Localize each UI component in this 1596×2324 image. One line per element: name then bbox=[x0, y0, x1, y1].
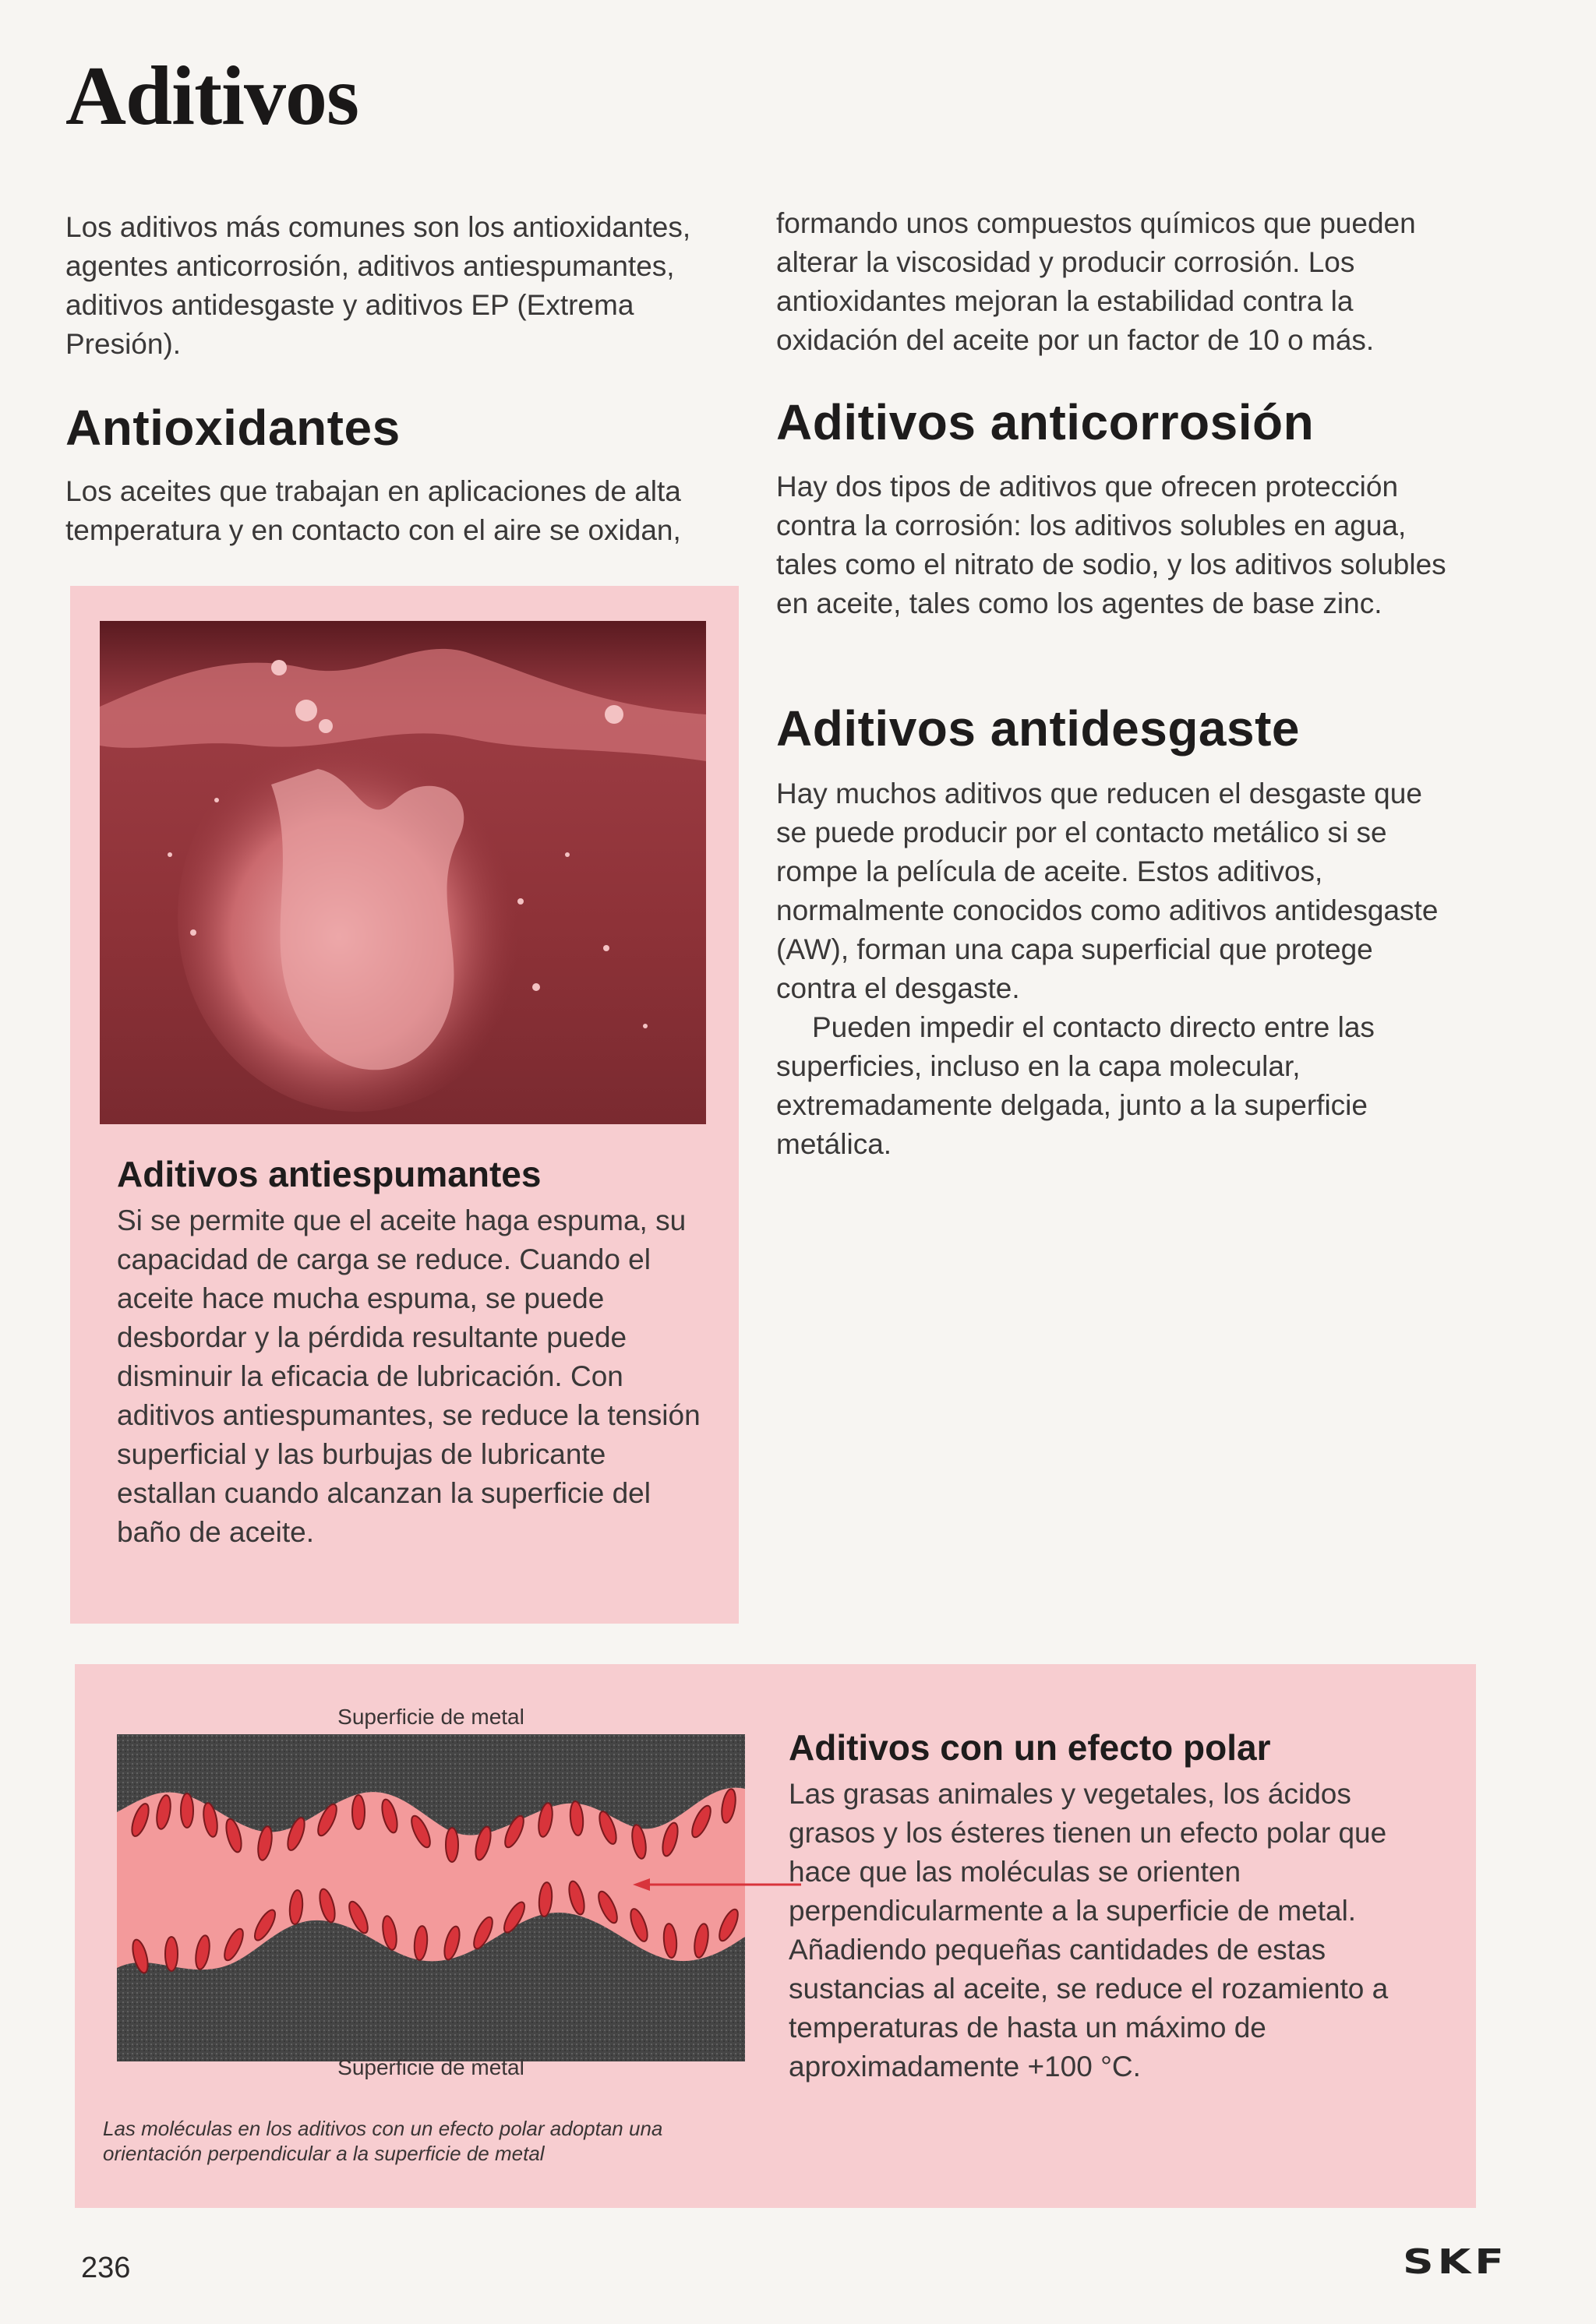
diagram-caption: Las moléculas en los aditivos con un efecto polar adoptan una orientación perpendicular a la superficie de metal bbox=[103, 2117, 663, 2165]
antioxidantes-text: Los aceites que trabajan en aplicaciones de alta temperatura y en contacto con el aire se oxidan, bbox=[65, 475, 681, 546]
diagram-label-bottom: Superficie de metal bbox=[337, 2055, 524, 2079]
diagram-label-top: Superficie de metal bbox=[337, 1705, 524, 1729]
antidesgaste-paragraph-2: Pueden impedir el contacto directo entre las superficies, incluso en la capa molecular, extremadamente delgada, junto a la superficie metálica. bbox=[776, 1011, 1375, 1160]
page-number: 236 bbox=[81, 2252, 131, 2284]
intro-left-text: Los aditivos más comunes son los antioxidantes, agentes anticorrosión, aditivos antiespumantes, aditivos antidesgaste y aditivos EP (Extrema Presión). bbox=[65, 211, 691, 360]
page-title: Aditivos bbox=[65, 50, 359, 143]
antiespumantes-text: Si se permite que el aceite haga espuma, su capacidad de carga se reduce. Cuando el aceite hace mucha espuma, se puede desbordar y la pérdida resultante puede disminuir la eficacia de lubricación. Con aditivos antiespumantes, se reduce la tensión superficial y las burbujas de lubricante estallan cuando alcanzan la superficie del baño de aceite. bbox=[117, 1204, 701, 1548]
heading-antioxidantes: Antioxidantes bbox=[65, 400, 401, 456]
anticorrosion-text: Hay dos tipos de aditivos que ofrecen protección contra la corrosión: los aditivos solubles en agua, tales como el nitrato de sodio, y los aditivos solubles en aceite, tales como los agentes de base zinc. bbox=[776, 471, 1446, 619]
intro-right-text: formando unos compuestos químicos que pueden alterar la viscosidad y producir corrosión. Los antioxidantes mejoran la estabilidad contra la oxidación del aceite por un factor de 10 o más. bbox=[776, 207, 1416, 356]
heading-antidesgaste: Aditivos antidesgaste bbox=[776, 700, 1300, 756]
antidesgaste-text bbox=[776, 774, 1454, 1164]
polar-diagram bbox=[117, 1734, 745, 2061]
skf-logo: SKF bbox=[1403, 2242, 1508, 2282]
heading-antiespumantes: Aditivos antiespumantes bbox=[117, 1154, 542, 1194]
polar-text: Las grasas animales y vegetales, los ácidos grasos y los ésteres tienen un efecto polar que hace que las moléculas se orienten perpendicularmente a la superficie de metal. Añadiendo pequeñas cantidades de estas sustancias al aceite, se reduce el rozamiento a temperaturas de hasta un máximo de aproximadamente +100 °C. bbox=[789, 1778, 1389, 2082]
heading-anticorrosion: Aditivos anticorrosión bbox=[776, 394, 1315, 450]
heading-polar: Aditivos con un efecto polar bbox=[789, 1727, 1271, 1768]
foam-photo bbox=[100, 621, 706, 1124]
antidesgaste-paragraph-1: Hay muchos aditivos que reducen el desgaste que se puede producir por el contacto metálico si se rompe la película de aceite. Estos aditivos, normalmente conocidos como aditivos antidesgaste (AW), forman una capa superficial que protege contra el desgaste. bbox=[776, 778, 1439, 1004]
